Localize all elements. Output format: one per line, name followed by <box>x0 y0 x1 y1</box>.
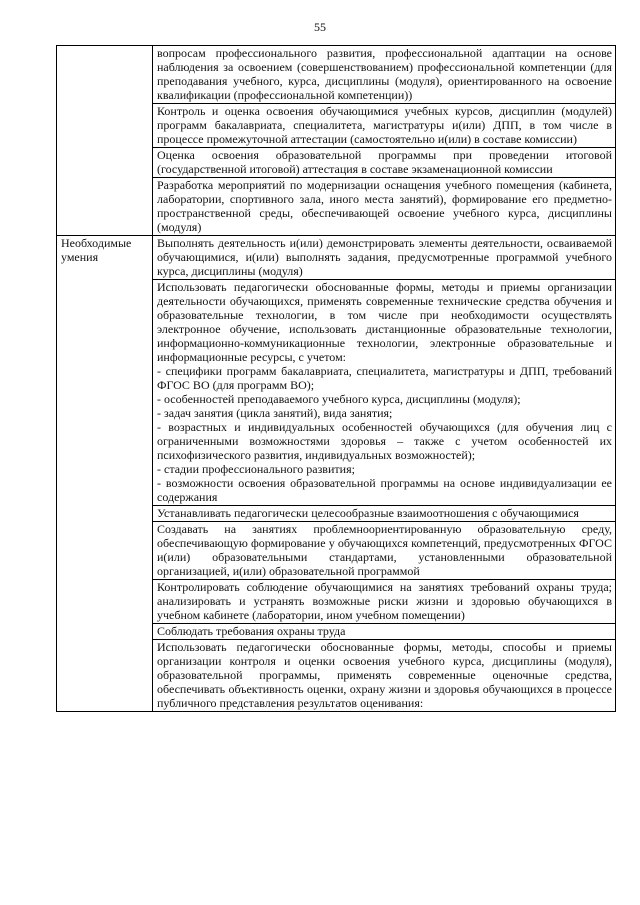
list-item: - возрастных и индивидуальных особенностей обучающихся (для обучения лиц с ограниченными возможностями здоровья – также с учетом особенностей их психофизического развития, индивидуальных возможностей); <box>157 420 612 462</box>
row-text-cell: Контроль и оценка освоения обучающимися учебных курсов, дисциплин (модулей) программ бакалавриата, специалитета, магистратуры и(или) ДПП, в том числе в процессе промежуточной аттестации (самостоятельно и(или) в составе комиссии) <box>153 104 616 148</box>
list-item: - стадии профессионального развития; <box>157 462 355 476</box>
row-text-cell: Выполнять деятельность и(или) демонстрировать элементы деятельности, осваиваемой обучающимися, и(или) выполнять задания, предусмотренные программой учебного курса, дисциплины (модуля) <box>153 236 616 280</box>
row-text-cell: Оценка освоения образовательной программы при проведении итоговой (государственной итоговой) аттестация в составе экзаменационной комиссии <box>153 148 616 178</box>
row-intro-text: Использовать педагогически обоснованные формы, методы и приемы организации деятельности обучающихся, применять современные технические средства обучения и образовательные технологии, в том числе при необходимости осуществлять электронное обучение, использовать дистанционные образовательные технологии, информационно-коммуникационные технологии, электронные образовательные и информационные ресурсы, с учетом: <box>157 280 612 364</box>
row-label-cell <box>57 46 153 236</box>
list-item: - возможности освоения образовательной программы на основе индивидуализации ее содержания <box>157 476 612 504</box>
row-text-cell: Использовать педагогически обоснованные формы, методы, способы и приемы организации контроля и оценки освоения учебного курса, дисциплины (модуля), образовательной программы, применять современные оценочные средства, обеспечивать объективность оценки, охрану жизни и здоровья обучающихся в процессе публичного представления результатов оценивания: <box>153 640 616 712</box>
row-text-cell: Создавать на занятиях проблемноориентированную образовательную среду, обеспечивающую формирование у обучающихся компетенций, предусмотренных ФГОС и(или) образовательными стандартами, установленными образовательной организацией, и(или) образовательной программой <box>153 522 616 580</box>
list-item: - особенностей преподаваемого учебного курса, дисциплины (модуля); <box>157 392 521 406</box>
table-row <box>57 46 616 104</box>
section-label-necessary-skills: Необходимые умения <box>57 236 153 712</box>
competency-table <box>56 45 616 712</box>
table-row <box>57 236 616 280</box>
row-text-cell: Разработка мероприятий по модернизации оснащения учебного помещения (кабинета, лаборатории, спортивного зала, иного места занятий), формирование его предметно-пространственной среды, обеспечивающей освоение учебного курса, дисциплины (модуля) <box>153 178 616 236</box>
row-text-cell: Соблюдать требования охраны труда <box>153 624 616 640</box>
list-item: - задач занятия (цикла занятий), вида занятия; <box>157 406 393 420</box>
row-text-cell: Контролировать соблюдение обучающимися на занятиях требований охраны труда; анализировать и устранять возможные риски жизни и здоровью обучающихся в учебном кабинете (лаборатории, ином учебном помещении) <box>153 580 616 624</box>
row-text-cell: вопросам профессионального развития, профессиональной адаптации на основе наблюдения за освоением (совершенствованием) профессиональной компетенции (для преподавания учебного, курса, дисциплины (модуля), ориентированного на освоение квалификации (профессиональной компетенции)) <box>153 46 616 104</box>
list-item: - специфики программ бакалавриата, специалитета, магистратуры и ДПП, требований ФГОС ВО (для программ ВО); <box>157 364 612 392</box>
page-number: 55 <box>314 20 326 34</box>
row-text-cell-with-list <box>153 280 616 506</box>
row-text-cell: Устанавливать педагогически целесообразные взаимоотношения с обучающимися <box>153 506 616 522</box>
